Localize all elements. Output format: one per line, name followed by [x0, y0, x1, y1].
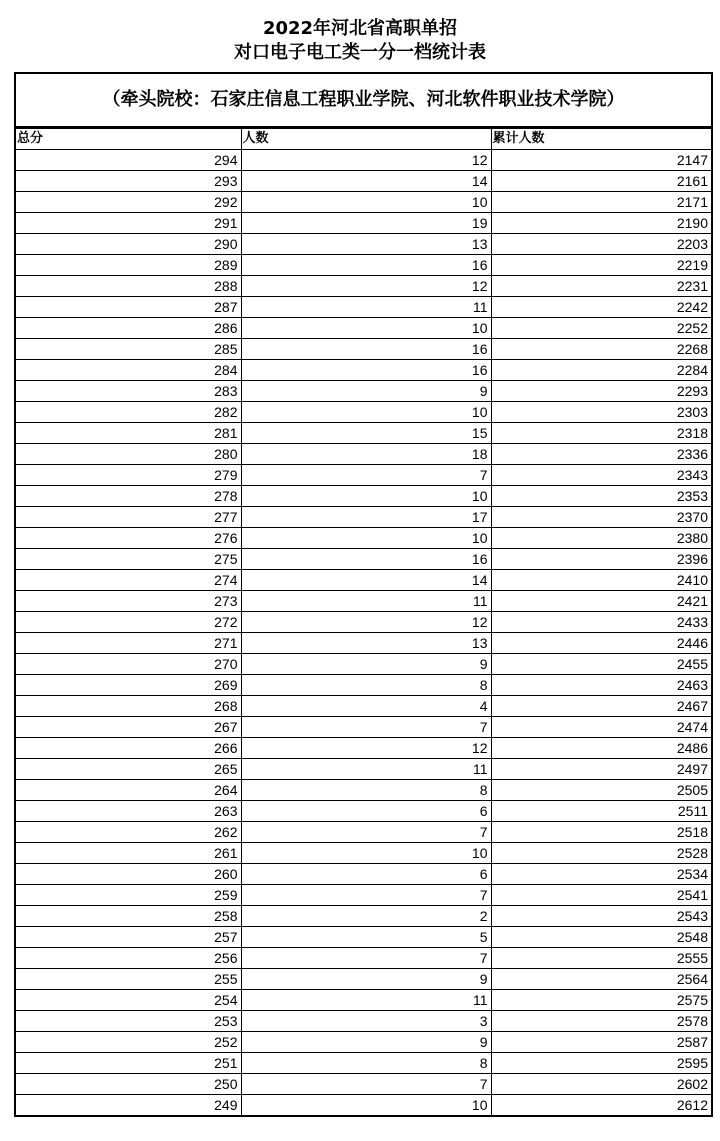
- count-cell: 12: [241, 612, 491, 633]
- total-score-cell: 285: [16, 339, 241, 360]
- score-table-container: [14, 72, 713, 1117]
- table-row: [16, 1032, 711, 1053]
- total-score-cell: 293: [16, 171, 241, 192]
- table-row: [16, 1074, 711, 1095]
- total-score-cell: 256: [16, 948, 241, 969]
- total-score-cell: 263: [16, 801, 241, 822]
- total-score-cell: 249: [16, 1095, 241, 1117]
- count-cell: 11: [241, 759, 491, 780]
- table-row: [16, 906, 711, 927]
- table-row: [16, 318, 711, 339]
- cumulative-count-cell: 2518: [491, 822, 711, 843]
- count-cell: 13: [241, 633, 491, 654]
- cumulative-count-cell: 2284: [491, 360, 711, 381]
- total-score-cell: 250: [16, 1074, 241, 1095]
- table-body: [16, 150, 711, 1117]
- count-cell: 15: [241, 423, 491, 444]
- table-row: [16, 654, 711, 675]
- table-row: [16, 822, 711, 843]
- cumulative-count-cell: 2231: [491, 276, 711, 297]
- total-score-cell: 282: [16, 402, 241, 423]
- total-score-cell: 278: [16, 486, 241, 507]
- cumulative-count-cell: 2343: [491, 465, 711, 486]
- count-cell: 7: [241, 465, 491, 486]
- count-cell: 9: [241, 654, 491, 675]
- count-cell: 5: [241, 927, 491, 948]
- cumulative-count-cell: 2555: [491, 948, 711, 969]
- count-cell: 16: [241, 255, 491, 276]
- count-cell: 8: [241, 675, 491, 696]
- count-cell: 19: [241, 213, 491, 234]
- cumulative-count-cell: 2171: [491, 192, 711, 213]
- count-cell: 17: [241, 507, 491, 528]
- count-cell: 10: [241, 1095, 491, 1117]
- count-cell: 6: [241, 864, 491, 885]
- cumulative-count-cell: 2587: [491, 1032, 711, 1053]
- total-score-cell: 288: [16, 276, 241, 297]
- total-score-cell: 290: [16, 234, 241, 255]
- cumulative-count-cell: 2534: [491, 864, 711, 885]
- count-cell: 14: [241, 171, 491, 192]
- cumulative-count-cell: 2161: [491, 171, 711, 192]
- count-cell: 8: [241, 1053, 491, 1074]
- table-row: [16, 528, 711, 549]
- table-row: [16, 1011, 711, 1032]
- count-cell: 10: [241, 528, 491, 549]
- total-score-cell: 269: [16, 675, 241, 696]
- table-row: [16, 381, 711, 402]
- count-cell: 3: [241, 1011, 491, 1032]
- cumulative-count-cell: 2467: [491, 696, 711, 717]
- page-title-line2: 对口电子电工类一分一档统计表: [234, 42, 486, 63]
- cumulative-count-cell: 2528: [491, 843, 711, 864]
- total-score-cell: 252: [16, 1032, 241, 1053]
- cumulative-count-cell: 2511: [491, 801, 711, 822]
- count-cell: 7: [241, 948, 491, 969]
- count-cell: 10: [241, 192, 491, 213]
- total-score-cell: 264: [16, 780, 241, 801]
- total-score-cell: 265: [16, 759, 241, 780]
- count-cell: 13: [241, 234, 491, 255]
- cumulative-count-cell: 2505: [491, 780, 711, 801]
- total-score-cell: 259: [16, 885, 241, 906]
- cumulative-count-cell: 2433: [491, 612, 711, 633]
- table-row: [16, 402, 711, 423]
- total-score-cell: 281: [16, 423, 241, 444]
- cumulative-count-cell: 2474: [491, 717, 711, 738]
- count-cell: 16: [241, 360, 491, 381]
- count-cell: 16: [241, 549, 491, 570]
- cumulative-count-cell: 2455: [491, 654, 711, 675]
- table-row: [16, 864, 711, 885]
- count-cell: 14: [241, 570, 491, 591]
- count-cell: 9: [241, 969, 491, 990]
- table-row: [16, 612, 711, 633]
- count-cell: 11: [241, 297, 491, 318]
- count-cell: 10: [241, 402, 491, 423]
- cumulative-count-cell: 2203: [491, 234, 711, 255]
- count-cell: 11: [241, 990, 491, 1011]
- total-score-cell: 283: [16, 381, 241, 402]
- count-cell: 16: [241, 339, 491, 360]
- table-row: [16, 171, 711, 192]
- table-row: [16, 885, 711, 906]
- cumulative-count-cell: 2548: [491, 927, 711, 948]
- total-score-cell: 280: [16, 444, 241, 465]
- count-cell: 7: [241, 1074, 491, 1095]
- total-score-cell: 276: [16, 528, 241, 549]
- total-score-cell: 292: [16, 192, 241, 213]
- cumulative-count-cell: 2242: [491, 297, 711, 318]
- total-score-cell: 279: [16, 465, 241, 486]
- total-score-cell: 255: [16, 969, 241, 990]
- count-cell: 7: [241, 822, 491, 843]
- total-score-cell: 284: [16, 360, 241, 381]
- cumulative-count-cell: 2147: [491, 150, 711, 171]
- cumulative-count-cell: 2336: [491, 444, 711, 465]
- count-cell: 7: [241, 717, 491, 738]
- cumulative-count-cell: 2318: [491, 423, 711, 444]
- table-row: [16, 927, 711, 948]
- table-row: [16, 276, 711, 297]
- total-score-cell: 253: [16, 1011, 241, 1032]
- total-score-cell: 251: [16, 1053, 241, 1074]
- table-row: [16, 360, 711, 381]
- table-row: [16, 444, 711, 465]
- count-cell: 18: [241, 444, 491, 465]
- total-score-cell: 291: [16, 213, 241, 234]
- total-score-cell: 268: [16, 696, 241, 717]
- table-row: [16, 255, 711, 276]
- cumulative-count-cell: 2252: [491, 318, 711, 339]
- total-score-cell: 289: [16, 255, 241, 276]
- table-row: [16, 780, 711, 801]
- total-score-cell: 258: [16, 906, 241, 927]
- count-cell: 6: [241, 801, 491, 822]
- cumulative-count-cell: 2612: [491, 1095, 711, 1117]
- total-score-cell: 270: [16, 654, 241, 675]
- count-cell: 12: [241, 150, 491, 171]
- cumulative-count-cell: 2463: [491, 675, 711, 696]
- table-row: [16, 801, 711, 822]
- total-score-cell: 262: [16, 822, 241, 843]
- cumulative-count-cell: 2303: [491, 402, 711, 423]
- total-score-cell: 260: [16, 864, 241, 885]
- cumulative-count-cell: 2541: [491, 885, 711, 906]
- table-row: [16, 591, 711, 612]
- cumulative-count-cell: 2543: [491, 906, 711, 927]
- table-row: [16, 213, 711, 234]
- table-row: [16, 570, 711, 591]
- table-row: [16, 549, 711, 570]
- cumulative-count-cell: 2293: [491, 381, 711, 402]
- total-score-cell: 274: [16, 570, 241, 591]
- table-row: [16, 150, 711, 171]
- cumulative-count-cell: 2602: [491, 1074, 711, 1095]
- total-score-cell: 275: [16, 549, 241, 570]
- total-score-cell: 257: [16, 927, 241, 948]
- score-table: [16, 128, 711, 1117]
- cumulative-count-cell: 2595: [491, 1053, 711, 1074]
- count-cell: 10: [241, 843, 491, 864]
- count-cell: 10: [241, 318, 491, 339]
- total-score-cell: 286: [16, 318, 241, 339]
- count-cell: 4: [241, 696, 491, 717]
- page-title: 2022年河北省高职单招: [262, 18, 458, 39]
- count-cell: 9: [241, 1032, 491, 1053]
- cumulative-count-cell: 2421: [491, 591, 711, 612]
- table-header-row: [16, 129, 711, 150]
- column-header-cumulative: 累计人数: [491, 129, 711, 150]
- cumulative-count-cell: 2268: [491, 339, 711, 360]
- table-row: [16, 969, 711, 990]
- table-row: [16, 675, 711, 696]
- count-cell: 12: [241, 738, 491, 759]
- count-cell: 11: [241, 591, 491, 612]
- table-row: [16, 696, 711, 717]
- cumulative-count-cell: 2578: [491, 1011, 711, 1032]
- table-row: [16, 423, 711, 444]
- table-row: [16, 759, 711, 780]
- table-row: [16, 1095, 711, 1117]
- cumulative-count-cell: 2353: [491, 486, 711, 507]
- cumulative-count-cell: 2370: [491, 507, 711, 528]
- table-row: [16, 234, 711, 255]
- table-row: [16, 507, 711, 528]
- count-cell: 7: [241, 885, 491, 906]
- table-row: [16, 192, 711, 213]
- table-subtitle: （牵头院校：石家庄信息工程职业学院、河北软件职业技术学院）: [16, 74, 711, 128]
- cumulative-count-cell: 2575: [491, 990, 711, 1011]
- count-cell: 12: [241, 276, 491, 297]
- total-score-cell: 272: [16, 612, 241, 633]
- total-score-cell: 271: [16, 633, 241, 654]
- column-header-total-score: 总分: [16, 129, 241, 150]
- count-cell: 10: [241, 486, 491, 507]
- table-row: [16, 948, 711, 969]
- cumulative-count-cell: 2410: [491, 570, 711, 591]
- cumulative-count-cell: 2396: [491, 549, 711, 570]
- table-row: [16, 297, 711, 318]
- table-row: [16, 633, 711, 654]
- table-row: [16, 486, 711, 507]
- table-row: [16, 717, 711, 738]
- table-row: [16, 339, 711, 360]
- cumulative-count-cell: 2486: [491, 738, 711, 759]
- total-score-cell: 261: [16, 843, 241, 864]
- total-score-cell: 254: [16, 990, 241, 1011]
- cumulative-count-cell: 2380: [491, 528, 711, 549]
- cumulative-count-cell: 2497: [491, 759, 711, 780]
- column-header-count: 人数: [241, 129, 491, 150]
- count-cell: 2: [241, 906, 491, 927]
- table-row: [16, 1053, 711, 1074]
- count-cell: 8: [241, 780, 491, 801]
- total-score-cell: 273: [16, 591, 241, 612]
- total-score-cell: 267: [16, 717, 241, 738]
- table-row: [16, 990, 711, 1011]
- cumulative-count-cell: 2190: [491, 213, 711, 234]
- total-score-cell: 287: [16, 297, 241, 318]
- total-score-cell: 277: [16, 507, 241, 528]
- cumulative-count-cell: 2564: [491, 969, 711, 990]
- table-row: [16, 738, 711, 759]
- cumulative-count-cell: 2219: [491, 255, 711, 276]
- table-row: [16, 465, 711, 486]
- cumulative-count-cell: 2446: [491, 633, 711, 654]
- table-row: [16, 843, 711, 864]
- total-score-cell: 294: [16, 150, 241, 171]
- count-cell: 9: [241, 381, 491, 402]
- total-score-cell: 266: [16, 738, 241, 759]
